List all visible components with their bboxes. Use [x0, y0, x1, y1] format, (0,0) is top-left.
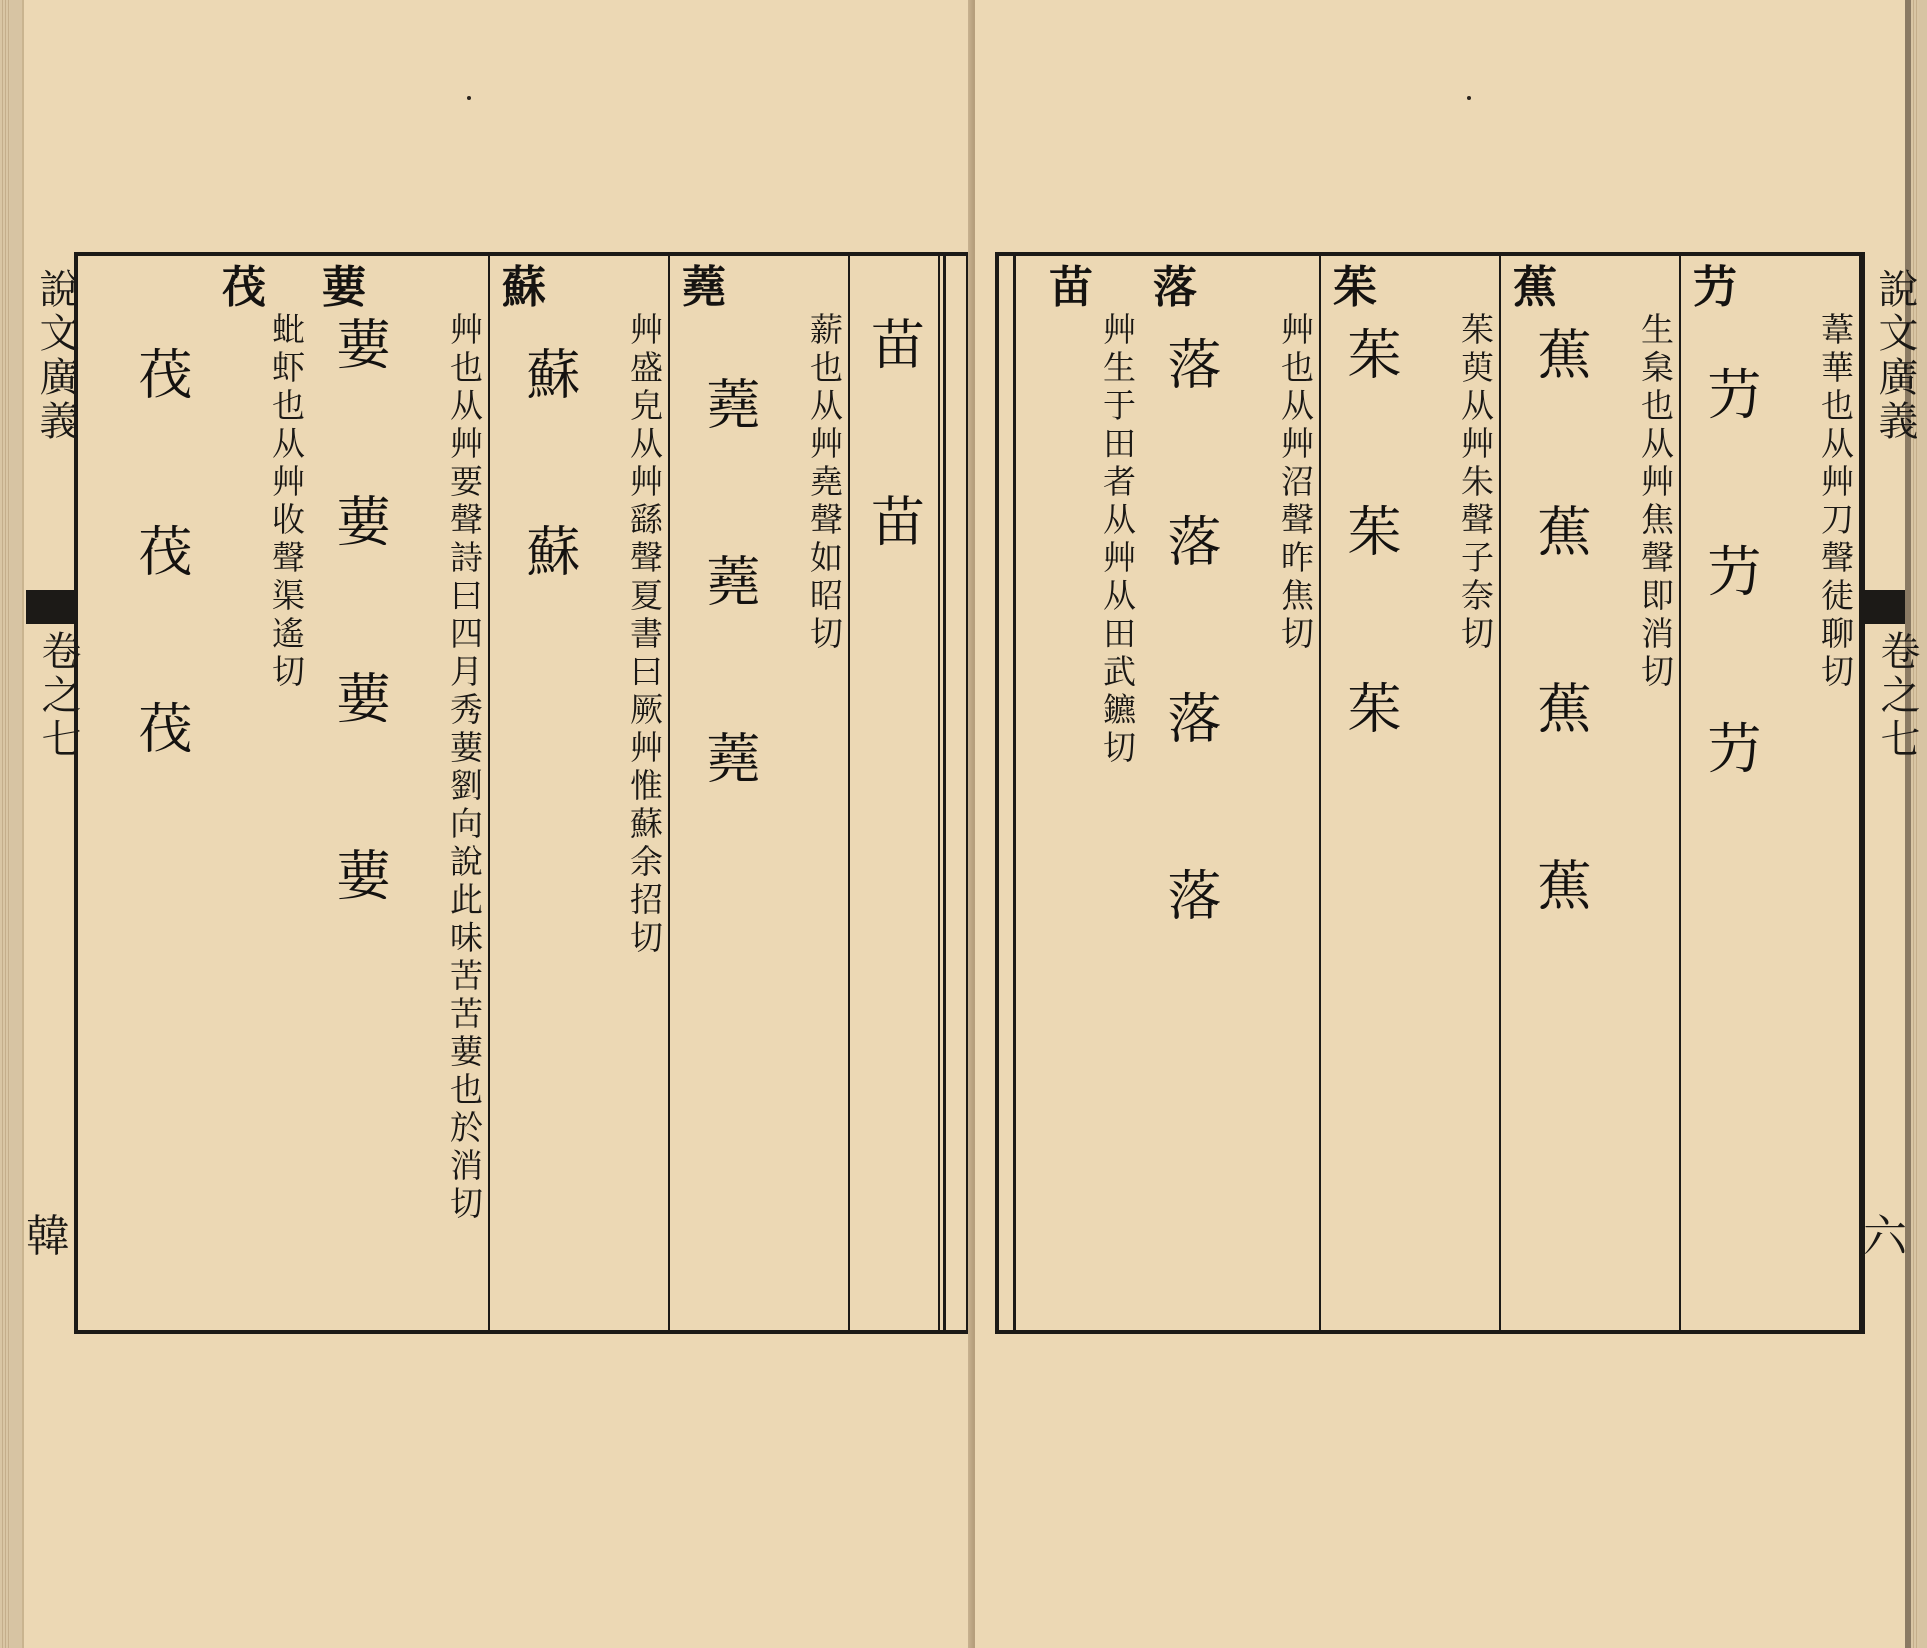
- left-frame: [74, 252, 970, 1334]
- left-margin-volume: 卷之七: [35, 630, 81, 762]
- entry-column: [1321, 256, 1501, 1330]
- seal-forms: 茱 茱 茱: [1339, 326, 1402, 764]
- left-columns: [78, 256, 940, 1330]
- gloss-text: 茱萸从艸朱聲子奈切: [1456, 312, 1495, 654]
- left-margin-band: [26, 590, 74, 624]
- entry-column: [1501, 256, 1681, 1330]
- entry-column: [1141, 256, 1321, 1330]
- headword: 蘇: [502, 262, 546, 313]
- seal-forms: 蕘 蕘 蕘: [698, 376, 761, 814]
- headword: 苗: [1049, 262, 1093, 313]
- right-frame: [995, 252, 1865, 1334]
- seal-forms: 蘇 蘇: [518, 346, 581, 607]
- right-columns: [1021, 256, 1861, 1330]
- headword: 落: [1153, 262, 1197, 313]
- right-page: [975, 0, 1920, 1648]
- left-margin-title: 說文廣義: [33, 268, 79, 444]
- seal-forms: 葽 葽 葽 葽: [328, 316, 391, 931]
- right-frame-inner-rule: [1013, 256, 1016, 1330]
- ink-dot: [467, 96, 471, 100]
- left-page: [22, 0, 974, 1648]
- right-margin-folio: 六: [1863, 1211, 1907, 1262]
- gloss-text: 艸盛皃从艸繇聲夏書曰厥艸惟蘇余招切: [625, 312, 664, 958]
- gloss-text: 艸生于田者从艸从田武鑣切: [1098, 312, 1137, 768]
- headword: 茷: [222, 262, 266, 313]
- gloss-text: 蚍虾也从艸收聲渠遙切: [267, 312, 306, 692]
- entry-column: [1681, 256, 1861, 1330]
- seal-forms: 落 落 落 落: [1159, 336, 1222, 951]
- seal-forms: 蕉 蕉 蕉 蕉: [1529, 326, 1592, 941]
- right-margin-volume: 卷之七: [1874, 630, 1920, 762]
- seal-forms: 茷 茷 茷: [130, 346, 193, 784]
- right-margin-band: [1865, 590, 1905, 624]
- headword: 茱: [1333, 262, 1377, 313]
- entry-column: [850, 256, 940, 1330]
- headword: 蕉: [1513, 262, 1557, 313]
- entry-column: [120, 256, 310, 1330]
- headword: 蕘: [682, 262, 726, 313]
- left-margin-folio: 韓: [26, 1211, 70, 1262]
- gloss-text: 艸也从艸沼聲昨焦切: [1276, 312, 1315, 654]
- gloss-text: 生枲也从艸焦聲即消切: [1636, 312, 1675, 692]
- left-frame-inner-rule: [943, 256, 946, 1330]
- seal-forms: 芀 芀 芀: [1699, 366, 1762, 804]
- gloss-text: 薪也从艸堯聲如昭切: [805, 312, 844, 654]
- seal-forms: 苗 苗: [862, 316, 926, 577]
- left-page-edges: [0, 0, 10, 1648]
- headword: 芀: [1693, 262, 1737, 313]
- entry-column: [310, 256, 490, 1330]
- right-margin-title: 說文廣義: [1872, 268, 1918, 444]
- entry-column: [490, 256, 670, 1330]
- ink-dot: [1467, 96, 1471, 100]
- gloss-text: 葦華也从艸刀聲徒聊切: [1816, 312, 1855, 692]
- headword: 葽: [322, 262, 366, 313]
- entry-column: [1031, 256, 1141, 1330]
- gloss-text: 艸也从艸要聲詩曰四月秀葽劉向說此味苦苦葽也於消切: [445, 312, 484, 1224]
- entry-column: [670, 256, 850, 1330]
